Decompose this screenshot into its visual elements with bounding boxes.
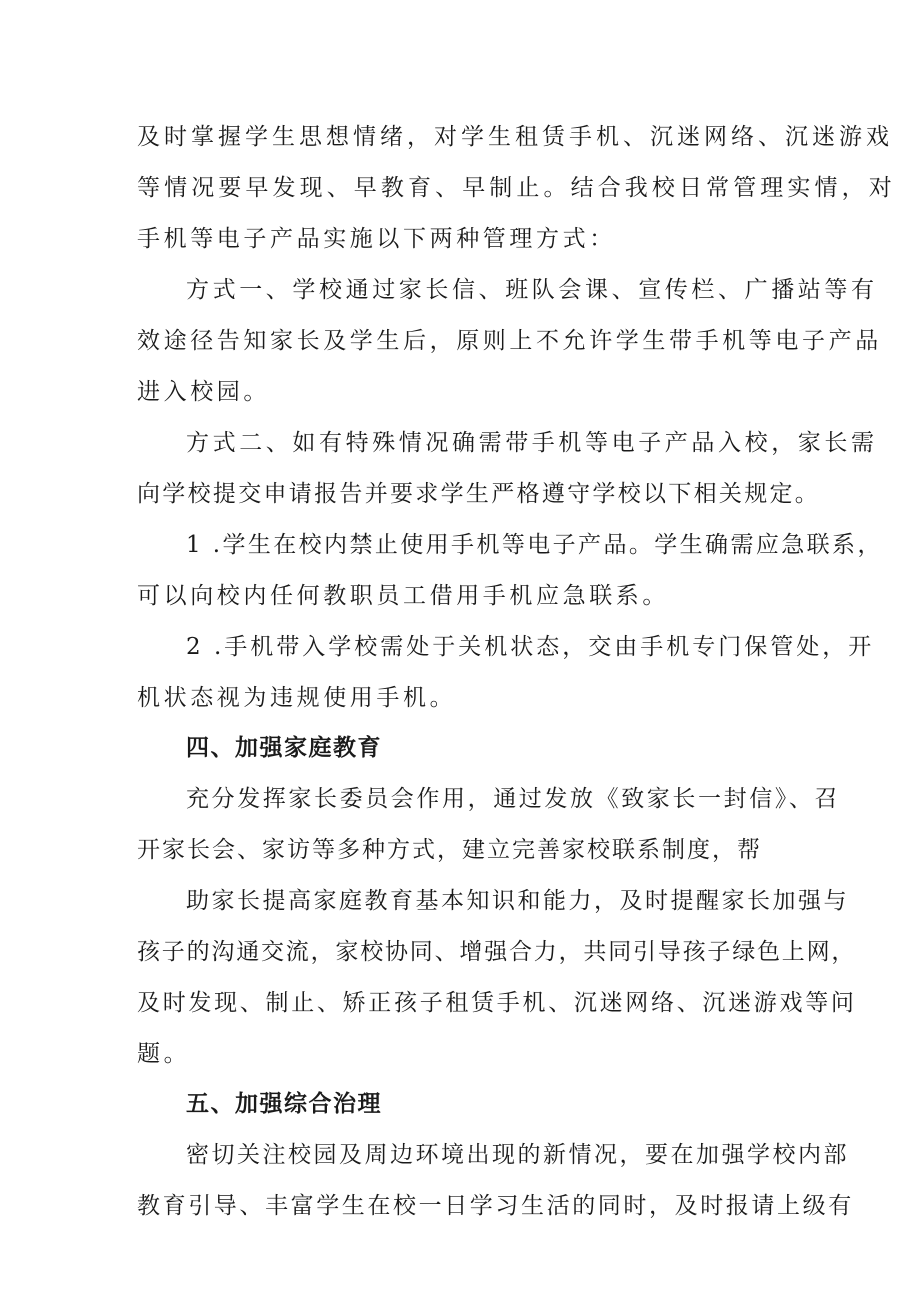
section-heading: 五、加强综合治理 — [186, 1091, 382, 1117]
paragraph-line: 1 .学生在校内禁止使用手机等电子产品。学生确需应急联系， — [186, 532, 883, 558]
section-heading: 四、加强家庭教育 — [186, 735, 382, 761]
paragraph-line: 充分发挥家长委员会作用，通过发放《致家长一封信》、召 — [186, 786, 841, 812]
paragraph-line: 助家长提高家庭教育基本知识和能力，及时提醒家长加强与 — [186, 888, 849, 914]
paragraph-line: 孩子的沟通交流，家校协同、增强合力，共同引导孩子绿色上网， — [137, 939, 857, 965]
paragraph-line: 效途径告知家长及学生后，原则上不允许学生带手机等电子产品 — [137, 328, 882, 354]
paragraph-line: 方式一、学校通过家长信、班队会课、宣传栏、广播站等有 — [186, 277, 878, 303]
paragraph-line: 题。 — [137, 1041, 191, 1067]
paragraph-line: 教育引导、丰富学生在校一日学习生活的同时，及时报请上级有 — [137, 1193, 854, 1219]
paragraph-line: 机状态视为违规使用手机。 — [137, 685, 457, 711]
paragraph-line: 手机等电子产品实施以下两种管理方式： — [137, 226, 616, 252]
paragraph-line: 及时掌握学生思想情绪，对学生租赁手机、沉迷网络、沉迷游戏 — [137, 124, 893, 150]
paragraph-line: 开家长会、家访等多种方式，建立完善家校联系制度，帮 — [137, 837, 762, 863]
paragraph-line: 等情况要早发现、早教育、早制止。结合我校日常管理实情，对 — [137, 175, 896, 201]
paragraph-line: 及时发现、制止、矫正孩子租赁手机、沉迷网络、沉迷游戏等问 — [137, 990, 857, 1016]
paragraph-line: 进入校园。 — [137, 379, 270, 405]
paragraph-line: 方式二、如有特殊情况确需带手机等电子产品入校，家长需 — [186, 430, 878, 456]
paragraph-line: 密切关注校园及周边环境出现的新情况，要在加强学校内部 — [186, 1142, 849, 1168]
paragraph-line: 向学校提交申请报告并要求学生严格遵守学校以下相关规定。 — [137, 481, 821, 507]
paragraph-line: 2 .手机带入学校需处于关机状态，交由手机专门保管处，开 — [186, 634, 875, 660]
paragraph-line: 可以向校内任何教职员工借用手机应急联系。 — [137, 583, 669, 609]
